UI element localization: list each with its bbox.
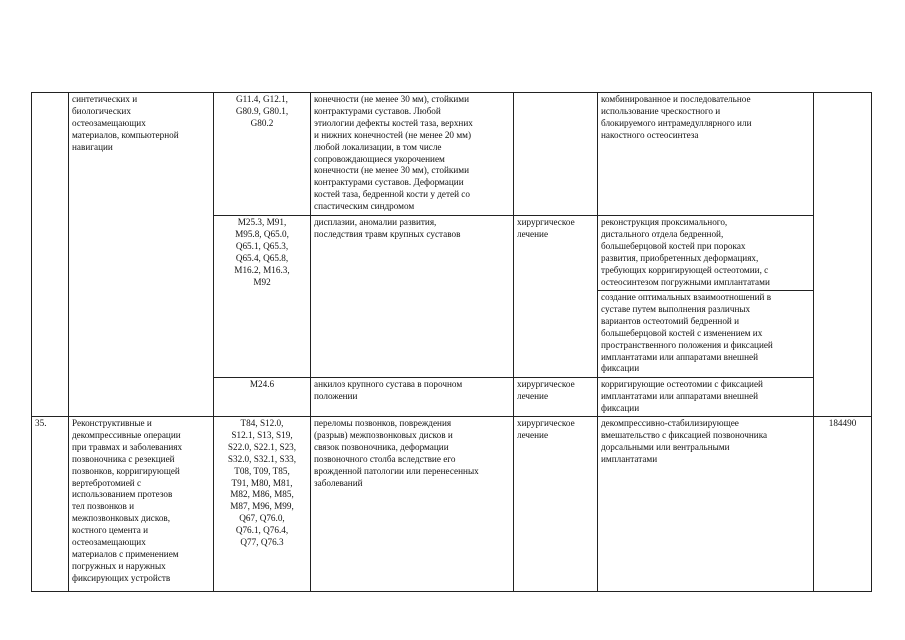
medical-care-table: [31, 92, 872, 592]
diagnosis-cell: анкилоз крупного сустава в порочном положении: [311, 378, 514, 417]
diagnosis-cell: переломы позвонков, повреждения (разрыв) межпозвонковых дисков и связок позвоночника, деформации позвоночного столба вследствие его врожденной патологии или перенесенных заболеваний: [311, 417, 514, 592]
price-cell: 184490: [814, 417, 872, 592]
method-cell: создание оптимальных взаимоотношений в суставе путем выполнения различных вариантов остеотомий бедренной и большеберцовой костей с изменением их пространственного положения и фиксацией имплантатами или аппаратами внешней фиксации: [598, 291, 814, 378]
diagnosis-cell: дисплазии, аномалии развития, последствия травм крупных суставов: [311, 216, 514, 378]
method-cell: реконструкция проксимального, дистального отдела бедренной, большеберцовой костей при пороках развития, приобретенных деформациях, требующих корригирующей остеотомии, с остеосинтезом погружными имплантатами: [598, 216, 814, 291]
icd-codes-cell: M25.3, M91, M95.8, Q65.0, Q65.1, Q65.3, Q65.4, Q65.8, M16.2, M16.3, M92: [214, 216, 311, 378]
treatment-type-cell: [514, 93, 598, 216]
price-cell: [814, 93, 872, 417]
method-cell: комбинированное и последовательное использование чрескостного и блокируемого интрамедуллярного или накостного остеосинтеза: [598, 93, 814, 216]
table-row: [32, 93, 872, 216]
row-number-cell: [32, 93, 69, 417]
row-number-cell: 35.: [32, 417, 69, 592]
treatment-type-cell: хирургическое лечение: [514, 378, 598, 417]
icd-codes-cell: T84, S12.0, S12.1, S13, S19, S22.0, S22.1, S23, S32.0, S32.1, S33, T08, T09, T85, T91, M80, M81, M82, M86, M85, M87, M96, M99, Q67, Q76.0, Q76.1, Q76.4, Q77, Q76.3: [214, 417, 311, 592]
icd-codes-cell: M24.6: [214, 378, 311, 417]
table-row: [32, 417, 872, 592]
method-cell: корригирующие остеотомии с фиксацией имплантатами или аппаратами внешней фиксации: [598, 378, 814, 417]
procedure-name-cell: синтетических и биологических остеозамещающих материалов, компьютерной навигации: [69, 93, 214, 417]
diagnosis-cell: конечности (не менее 30 мм), стойкими контрактурами суставов. Любой этиологии дефекты костей таза, верхних и нижних конечностей (не менее 20 мм) любой локализации, в том числе сопровождающиеся укорочением конечности (не менее 30 мм), стойкими контрактурами суставов. Деформации костей таза, бедренной кости у детей со спастическим синдромом: [311, 93, 514, 216]
icd-codes-cell: G11.4, G12.1, G80.9, G80.1, G80.2: [214, 93, 311, 216]
procedure-name-cell: Реконструктивные и декомпрессивные операции при травмах и заболеваниях позвоночника с резекцией позвонков, корригирующей вертебротомией с использованием протезов тел позвонков и межпозвонковых дисков, костного цемента и остеозамещающих материалов с применением погружных и наружных фиксирующих устройств: [69, 417, 214, 592]
treatment-type-cell: хирургическое лечение: [514, 417, 598, 592]
treatment-type-cell: хирургическое лечение: [514, 216, 598, 378]
method-cell: декомпрессивно-стабилизирующее вмешательство с фиксацией позвоночника дорсальными или вентральными имплантатами: [598, 417, 814, 592]
